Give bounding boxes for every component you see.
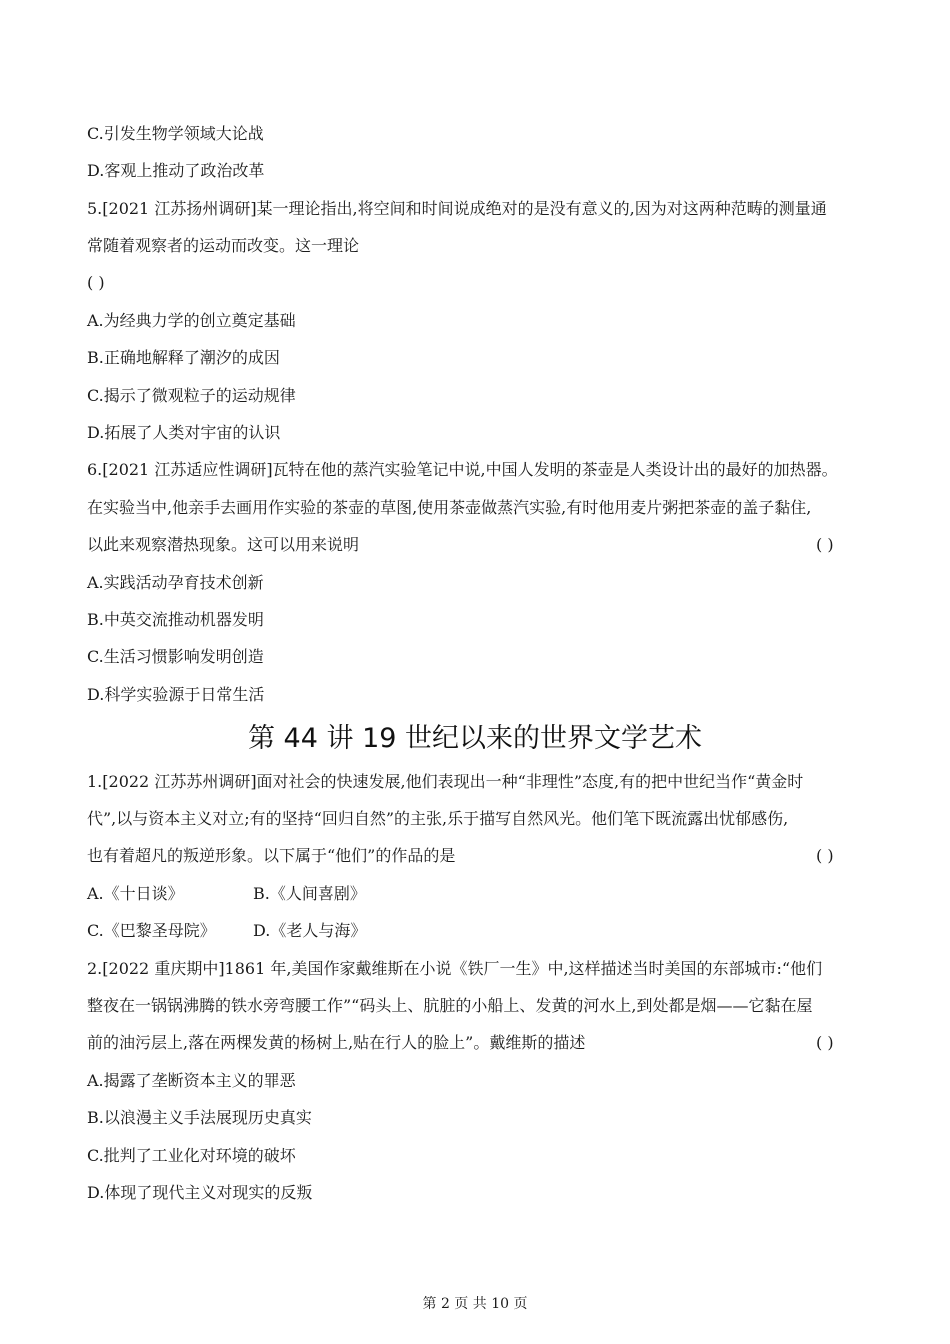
s1-option-a: A.《十日谈》 xyxy=(87,884,184,903)
page-footer: 第 2 页 共 10 页 xyxy=(422,1296,528,1312)
q5-option-d: D.拓展了人类对宇宙的认识 xyxy=(87,423,281,442)
q5-answer-paren: ( ) xyxy=(87,273,105,292)
section-title: 第 44 讲 19 世纪以来的世界文学艺术 xyxy=(247,723,703,754)
q5-stem-line2: 常随着观察者的运动而改变。这一理论 xyxy=(87,236,360,255)
s2-option-b: B.以浪漫主义手法展现历史真实 xyxy=(87,1108,312,1127)
q6-answer-paren: ( ) xyxy=(816,535,834,554)
q6-option-b: B.中英交流推动机器发明 xyxy=(87,610,264,629)
s1-stem-line1: 1.[2022 江苏苏州调研]面对社会的快速发展,他们表现出一种“非理性”态度,有的把中世纪当作“黄金时 xyxy=(87,772,804,791)
q6-option-d: D.科学实验源于日常生活 xyxy=(87,685,265,704)
s1-stem-line3: 也有着超凡的叛逆形象。以下属于“他们”的作品的是 xyxy=(87,846,456,865)
s2-stem-line2: 整夜在一锅锅沸腾的铁水旁弯腰工作”“码头上、肮脏的小船上、发黄的河水上,到处都是烟——它黏在屋 xyxy=(87,996,813,1015)
s1-option-d: D.《老人与海》 xyxy=(253,921,367,940)
q4-option-d: D.客观上推动了政治改革 xyxy=(87,161,265,180)
q6-option-a: A.实践活动孕育技术创新 xyxy=(87,573,264,592)
s2-option-d: D.体现了现代主义对现实的反叛 xyxy=(87,1183,313,1202)
s1-option-c: C.《巴黎圣母院》 xyxy=(87,921,216,940)
q5-option-c: C.揭示了微观粒子的运动规律 xyxy=(87,386,296,405)
q5-option-b: B.正确地解释了潮汐的成因 xyxy=(87,348,280,367)
s1-answer-paren: ( ) xyxy=(816,846,834,865)
q6-stem-line1: 6.[2021 江苏适应性调研]瓦特在他的蒸汽实验笔记中说,中国人发明的茶壶是人类设计出的最好的加热器。 xyxy=(87,460,838,479)
s2-stem-line1: 2.[2022 重庆期中]1861 年,美国作家戴维斯在小说《铁厂一生》中,这样描述当时美国的东部城市:“他们 xyxy=(87,959,823,978)
s1-option-b: B.《人间喜剧》 xyxy=(253,884,366,903)
q6-stem-line2: 在实验当中,他亲手去画用作实验的茶壶的草图,使用茶壶做蒸汽实验,有时他用麦片粥把茶壶的盖子黏住, xyxy=(87,498,812,517)
q6-stem-line3: 以此来观察潜热现象。这可以用来说明 xyxy=(87,535,360,554)
s2-answer-paren: ( ) xyxy=(816,1033,834,1052)
s2-stem-line3: 前的油污层上,落在两棵发黄的杨树上,贴在行人的脸上”。戴维斯的描述 xyxy=(87,1033,586,1052)
q6-option-c: C.生活习惯影响发明创造 xyxy=(87,647,264,666)
s1-stem-line2: 代”,以与资本主义对立;有的坚持“回归自然”的主张,乐于描写自然风光。他们笔下既流露出忧郁感伤, xyxy=(87,809,789,828)
q4-option-c: C.引发生物学领域大论战 xyxy=(87,124,264,143)
q5-option-a: A.为经典力学的创立奠定基础 xyxy=(87,311,296,330)
s2-option-a: A.揭露了垄断资本主义的罪恶 xyxy=(87,1071,296,1090)
q5-stem-line1: 5.[2021 江苏扬州调研]某一理论指出,将空间和时间说成绝对的是没有意义的,因为对这两种范畴的测量通 xyxy=(87,199,827,218)
s2-option-c: C.批判了工业化对环境的破坏 xyxy=(87,1146,296,1165)
